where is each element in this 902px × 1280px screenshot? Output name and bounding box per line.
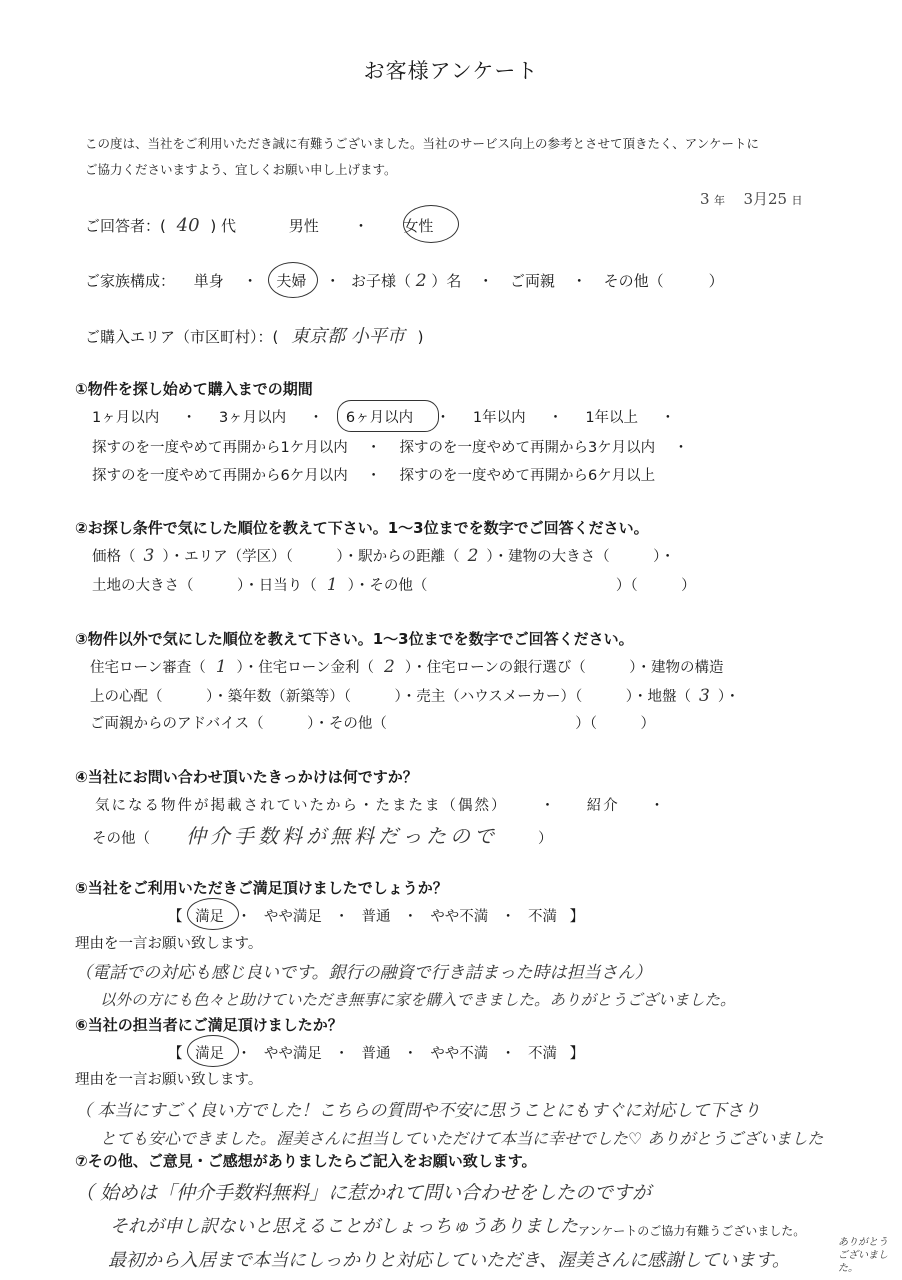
q1-option-restart-6m[interactable]: 探すのを一度やめて再開から6ケ月以内 <box>92 468 348 484</box>
q7-answer-line-3[interactable]: 最初から入居まで本当にしっかりと対応していただき、渥美さんに感謝しています。 <box>108 1250 790 1271</box>
q3-loan-bank-label: ）・住宅ローンの銀行選び（ ）・建物の構造 <box>404 660 724 676</box>
q7-answer-line-4[interactable]: ありがとう ございました。 <box>838 1237 888 1274</box>
q3-loan-rate-rank[interactable]: 2 <box>384 657 395 677</box>
q1-option-restart-6m-plus[interactable]: 探すのを一度やめて再開から6ケ月以上 <box>399 468 656 484</box>
thanks-note: アンケートのご協力有難うございました。 <box>578 1224 806 1238</box>
option-parents[interactable]: ご両親 <box>509 272 555 290</box>
q6-question: ⑥当社の担当者にご満足頂けましたか？ <box>75 1016 343 1034</box>
option-single[interactable]: 単身 <box>193 272 224 290</box>
q4-option-referral[interactable]: 紹介 <box>586 798 620 814</box>
q1-option-6m[interactable]: 6ヶ月以内 <box>345 410 414 426</box>
date-year: 3 <box>700 190 710 208</box>
q2-price-rank[interactable]: 3 <box>143 546 155 566</box>
children-suffix: ）名 <box>431 272 462 290</box>
q4-other-label: その他（ <box>92 831 150 847</box>
q2-sun-rank[interactable]: 1 <box>326 575 338 595</box>
family-row: ご家族構成： 単身 ・ 夫婦 ・ お子様（ 2 ）名 ・ ご両親 ・ その他（ ） <box>85 271 724 291</box>
intro-line-1: この度は、当社をご利用いただき誠に有難うございました。当社のサービス向上の参考とさせて頂きたく、アンケートに <box>85 136 760 151</box>
q1-option-restart-3m[interactable]: 探すのを一度やめて再開から3ケ月以内 <box>399 440 656 456</box>
female-selected-circle <box>403 205 459 243</box>
q1-option-3m[interactable]: 3ヶ月以内 <box>218 410 287 426</box>
intro-line-2: ご協力くださいますよう、宜しくお願い申し上げます。 <box>85 162 397 177</box>
respondent-age-suffix: ) 代 <box>210 217 236 235</box>
q5-answer-line-1[interactable]: （電話での対応も感じ良いです。銀行の融資で行き詰まった時は担当さん） <box>75 963 652 983</box>
q3-row-3: ご両親からのアドバイス（ ）・その他（ ）（ ） <box>90 716 656 732</box>
option-male[interactable]: 男性 <box>288 217 319 235</box>
q2-price-label: 価格（ <box>92 549 136 565</box>
q2-station-rank[interactable]: 2 <box>467 546 479 566</box>
dot-separator: ・ <box>540 798 557 814</box>
q6-answer-line-1[interactable]: （ 本当にすごく良い方でした！こちらの質問や不安に思うことにもすぐに対応して下さり <box>75 1101 761 1121</box>
children-count[interactable]: 2 <box>415 271 427 291</box>
q1-option-1y-plus[interactable]: 1年以上 <box>585 410 639 426</box>
respondent-age[interactable]: 40 <box>176 215 200 236</box>
q2-land-sun-label: 土地の大きさ（ ）・日当り（ <box>92 578 317 594</box>
q7-question: ⑦その他、ご意見・ご感想がありましたらご記入をお願い致します。 <box>75 1152 537 1170</box>
q3-row-1 <box>90 656 724 677</box>
q5-question: ⑤当社をご利用いただきご満足頂けましたでしょうか？ <box>75 879 448 897</box>
q6-options[interactable]: 【 満足 ・ やや満足 ・ 普通 ・ やや不満 ・ 不満 】 <box>168 1046 585 1062</box>
q4-option-listing[interactable]: 気になる物件が掲載されていたから <box>95 798 359 814</box>
q4-other-value[interactable]: 仲介手数料が無料だったので <box>186 824 498 848</box>
date-month-day: 3月25 <box>743 190 788 208</box>
q3-question: ③物件以外で気にした順位を教えて下さい。1～3位までを数字でご回答ください。 <box>75 630 634 648</box>
option-couple[interactable]: 夫婦 <box>276 272 307 290</box>
q3-line-2-end: ）・ <box>717 689 740 705</box>
q3-loan-rate-label: ）・住宅ローン金利（ <box>236 660 375 676</box>
q5-answer-line-2[interactable]: 以外の方にも色々と助けていただき無事に家を購入できました。ありがとうございました。 <box>100 991 736 1009</box>
option-children[interactable]: お子様（ <box>350 272 411 290</box>
q5-reason-label: 理由を一言お願い致します。 <box>75 936 263 952</box>
q1-option-restart-1m[interactable]: 探すのを一度やめて再開から1ケ月以内 <box>92 440 348 456</box>
q1-row-1: 1ヶ月以内 ・ 3ヶ月以内 ・ 6ヶ月以内 ・ 1年以内 ・ 1年以上 ・ <box>92 410 676 426</box>
respondent-row <box>85 215 433 236</box>
q5-options[interactable]: 【 満足 ・ やや満足 ・ 普通 ・ やや不満 ・ 不満 】 <box>168 909 585 925</box>
q2-other-label: ）・その他（ ）（ ） <box>347 578 696 594</box>
q7-answer-line-1[interactable]: （ 始めは「仲介手数料無料」に惹かれて問い合わせをしたのですが <box>75 1182 652 1204</box>
q2-row-2 <box>92 574 696 595</box>
q1-option-1m[interactable]: 1ヶ月以内 <box>92 410 160 426</box>
q5-selected-circle <box>187 898 239 930</box>
q6-answer-line-2[interactable]: とても安心できました。渥美さんに担当していただけて本当に幸せでした♡ ありがとうございました <box>100 1129 824 1148</box>
q1-selected-circle <box>337 400 439 432</box>
q7-answer-line-2[interactable]: それが申し訳ないと思えることがしょっちゅうありました <box>110 1216 578 1237</box>
area-label: ご購入エリア（市区町村）：( <box>85 328 279 346</box>
respondent-label: ご回答者：( <box>85 217 166 235</box>
q3-loan-review-label: 住宅ローン審査（ <box>90 660 206 676</box>
q1-option-1y[interactable]: 1年以内 <box>472 410 526 426</box>
date-day-unit: 日 <box>791 194 803 207</box>
family-label: ご家族構成： <box>85 272 176 290</box>
q2-row-1 <box>92 545 675 566</box>
date <box>700 188 803 209</box>
q1-row-3: 探すのを一度やめて再開から6ケ月以内 ・ 探すのを一度やめて再開から6ケ月以上 <box>92 468 656 484</box>
q3-row-2 <box>90 685 740 706</box>
couple-selected-circle <box>268 262 318 298</box>
q4-row-2 <box>92 820 553 849</box>
page-title: お客様アンケート <box>363 59 539 83</box>
q3-ground-rank[interactable]: 3 <box>699 686 710 706</box>
q2-area-station-label: ）・エリア（学区）（ ）・駅からの距離（ <box>162 549 460 565</box>
q2-question: ②お探し条件で気にした順位を教えて下さい。1～3位までを数字でご回答ください。 <box>75 519 649 537</box>
area-close: ) <box>417 328 424 346</box>
q3-line-2: 上の心配（ ）・築年数（新築等）（ ）・売主（ハウスメーカー）（ ）・地盤（ <box>90 689 692 705</box>
date-year-unit: 年 <box>714 194 725 207</box>
option-other[interactable]: その他（ ） <box>603 272 724 290</box>
area-value[interactable]: 東京都 小平市 <box>291 326 405 347</box>
q4-option-chance[interactable]: ・たまたま（偶然） <box>359 798 501 814</box>
q4-other-close: ） <box>538 831 553 847</box>
q1-row-2: 探すのを一度やめて再開から1ケ月以内 ・ 探すのを一度やめて再開から3ケ月以内 ・ <box>92 440 689 456</box>
area-row <box>85 322 424 348</box>
option-female[interactable]: 女性 <box>403 217 434 235</box>
q4-question: ④当社にお問い合わせ頂いたきっかけは何ですか？ <box>75 768 418 786</box>
q6-reason-label: 理由を一言お願い致します。 <box>75 1072 263 1088</box>
dot-separator: ・ <box>649 798 667 814</box>
q4-row-1 <box>95 794 666 815</box>
q2-building-label: ）・建物の大きさ（ ）・ <box>486 549 675 565</box>
q6-selected-circle <box>187 1035 239 1067</box>
q1-question: ①物件を探し始めて購入までの期間 <box>75 380 313 398</box>
dot-separator: ・ <box>353 217 369 235</box>
q3-loan-review-rank[interactable]: 1 <box>215 657 227 677</box>
